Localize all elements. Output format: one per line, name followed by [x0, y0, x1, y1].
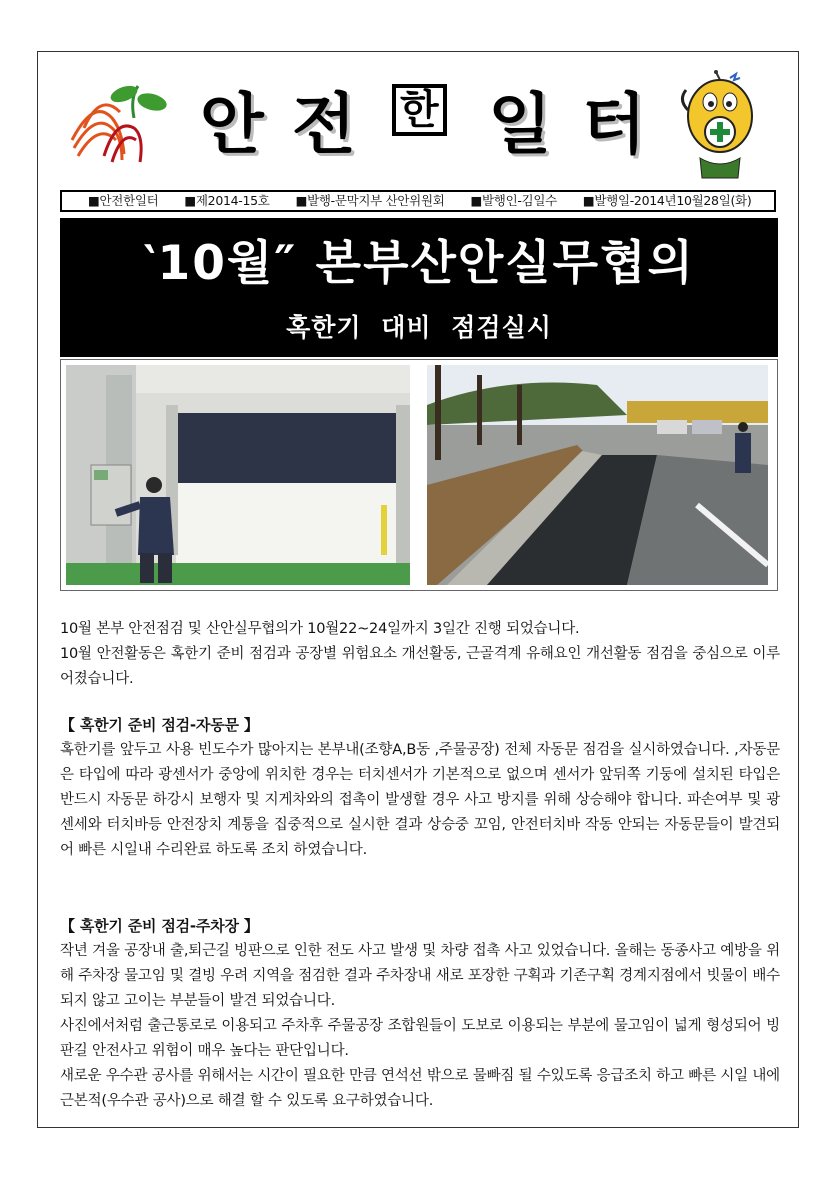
info-publisher: ■ 발행-문막지부 산안위원회: [296, 193, 445, 208]
title-char-boxed: 한: [392, 84, 447, 136]
newsletter-title: [192, 80, 662, 170]
info-newsletter-name: ■ 안전한일터: [88, 193, 158, 208]
title-char: 일: [488, 86, 552, 163]
title-char: 전: [292, 86, 356, 163]
intro-paragraph: 10월 안전활동은 혹한기 준비 점검과 공장별 위험요소 개선활동, 근골격계 유해요인 개선활동 점검을 중심으로 이루어졌습니다.: [60, 646, 780, 687]
headline-title: ‵10월″ 본부산안실무협의: [143, 236, 695, 291]
section-paragraph: 작년 겨울 공장내 출,퇴근길 빙판으로 인한 전도 사고 발생 및 차량 접촉 사고 있었습니다. 올해는 동종사고 예방을 위해 주차장 물고임 및 결빙 우려 지역을 점검한 결과 주차장내 새로 포장한 구획과 기존구획 경계지점에서 빗물이 배수 되지 않고 고이는 부분들이 발견 되었습니다.: [60, 943, 780, 1009]
section-parking-inspection: [60, 914, 780, 1114]
photo-automatic-door-inspection: [66, 365, 410, 585]
info-issue-number: ■ 제2014-15호: [184, 193, 269, 208]
section-paragraph: 새로운 우수관 공사를 위해서는 시간이 필요한 만큼 연석선 밖으로 물빠짐 될 수있도록 응급조치 하고 빠른 시일 내에 근본적(우수관 공사)으로 해결 할 수 있도록 요구하였습니다.: [60, 1068, 780, 1109]
section-paragraph: 사진에서처럼 출근통로로 이용되고 주차후 주물공장 조합원들이 도보로 이용되는 부분에 물고임이 넓게 형성되어 빙판길 안전사고 위험이 매우 높다는 판단입니다.: [60, 1018, 780, 1059]
issue-info-bar: [60, 190, 776, 212]
section-door-inspection: [60, 713, 780, 863]
title-char: 터: [582, 86, 646, 163]
union-logo: [64, 78, 174, 170]
headline-banner: [60, 218, 778, 357]
intro-paragraph: 10월 본부 안전점검 및 산안실무협의가 10월22~24일까지 3일간 진행 되었습니다.: [60, 621, 580, 637]
photo-parking-lot-puddle: [427, 365, 768, 585]
info-issuer: ■ 발행인-김일수: [471, 193, 557, 208]
section-heading: 【 혹한기 준비 점검-주차장 】: [60, 917, 259, 935]
section-heading: 【 혹한기 준비 점검-자동문 】: [60, 716, 259, 734]
intro-text: [60, 617, 780, 692]
safety-mascot: [680, 70, 760, 182]
section-paragraph: 혹한기를 앞두고 사용 빈도수가 많아지는 본부내(조향A,B동 ,주물공장) 전체 자동문 점검을 실시하였습니다. ,자동문은 타입에 따라 광센서가 중앙에 위치한 경우는 터치센서가 기본적으로 없으며 센서가 앞뒤쪽 기둥에 설치된 타입은 반드시 자동문 하강시 보행자 및 지게차와의 접촉이 발생할 경우 사고 방지를 위해 상승해야 합니다. 파손여부 및 광센세와 터치바등 안전장치 계통을 집중적으로 실시한 결과 상승중 꼬임, 안전터치바 작동 안되는 자동문들이 발견되어 빠른 시일내 수리완료 하도록 조치 하였습니다.: [60, 742, 780, 858]
photo-panel: [60, 359, 778, 591]
headline-subtitle: 혹한기 대비 점검실시: [286, 313, 552, 342]
info-issue-date: ■ 발행일-2014년10월28일(화): [583, 193, 752, 208]
title-char: 안: [200, 86, 264, 163]
